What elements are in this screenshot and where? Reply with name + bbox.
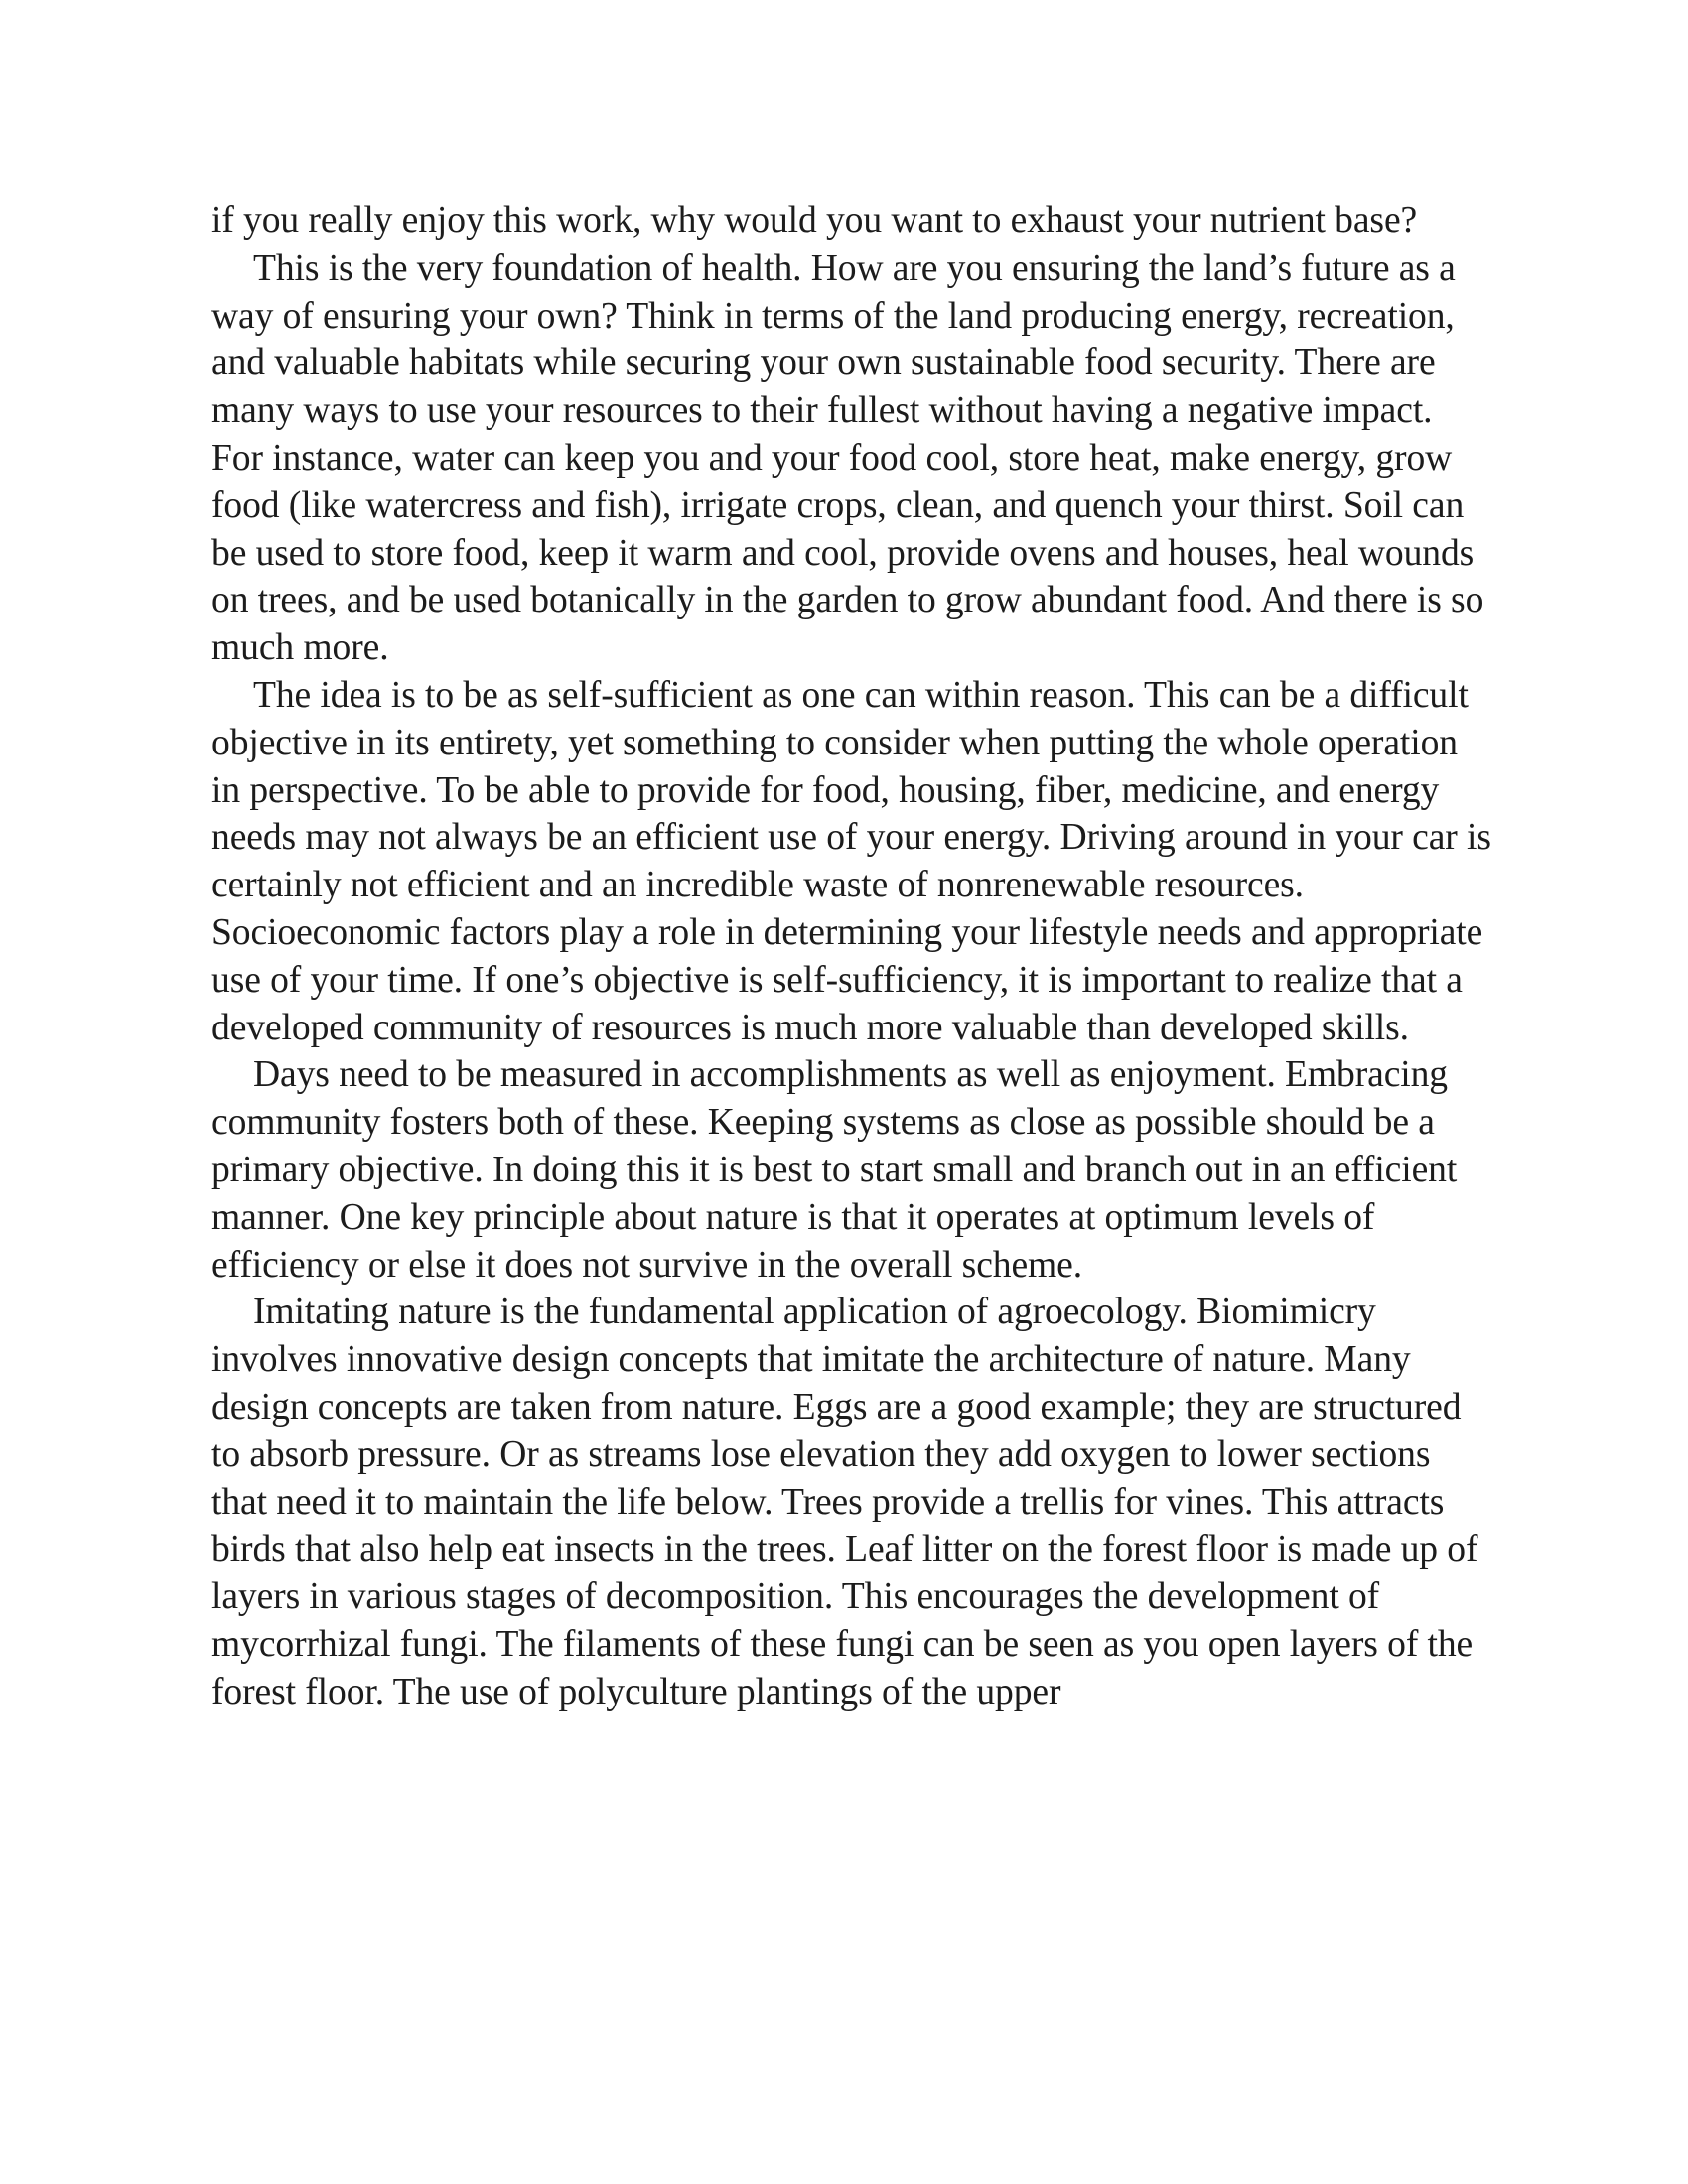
paragraph-imitating-nature: Imitating nature is the fundamental application of agroecology. Biomimicry involves innovative design concepts that imitate the architecture of nature. Many design concepts are taken from nature. Eggs are a good example; they are structured to absorb pressure. Or as streams lose elevation they add oxygen to lower sections that need it to maintain the life below. Trees provide a trellis for vines. This attracts birds that also help eat insects in the trees. Leaf litter on the forest floor is made up of layers in various stages of decomposition. This encourages the development of mycorrhizal fungi. The filaments of these fungi can be seen as you open layers of the forest floor. The use of polyculture plantings of the upper	[211, 1292, 1478, 1712]
body-text	[211, 198, 1492, 1716]
paragraph-self-sufficiency: The idea is to be as self-sufficient as one can within reason. This can be a difficult objective in its entirety, yet something to consider when putting the whole operation in perspective. To be able to provide for food, housing, fiber, medicine, and energy needs may not always be an efficient use of your energy. Driving around in your car is certainly not efficient and an incredible waste of nonrenewable resources. Socioeconomic factors play a role in determining your lifestyle needs and appropriate use of your time. If one’s objective is self-sufficiency, it is important to realize that a developed community of resources is much more valuable than developed skills.	[211, 674, 1491, 1048]
paragraph-continuation: if you really enjoy this work, why would you want to exhaust your nutrient base?	[211, 201, 1418, 241]
paragraph-accomplishments: Days need to be measured in accomplishments as well as enjoyment. Embracing community fosters both of these. Keeping systems as close as possible should be a primary objective. In doing this it is best to start small and branch out in an efficient manner. One key principle about nature is that it operates at optimum levels of efficiency or else it does not survive in the overall scheme.	[211, 1054, 1458, 1286]
paragraph-foundation-of-health: This is the very foundation of health. How are you ensuring the land’s future as a way of ensuring your own? Think in terms of the land producing energy, recreation, and valuable habitats while securing your own sustainable food security. There are many ways to use your resources to their fullest without having a negative impact. For instance, water can keep you and your food cool, store heat, make energy, grow food (like watercress and fish), irrigate crops, clean, and quench your thirst. Soil can be used to store food, keep it warm and cool, provide ovens and houses, heal wounds on trees, and be used botanically in the garden to grow abundant food. And there is so much more.	[211, 247, 1484, 669]
